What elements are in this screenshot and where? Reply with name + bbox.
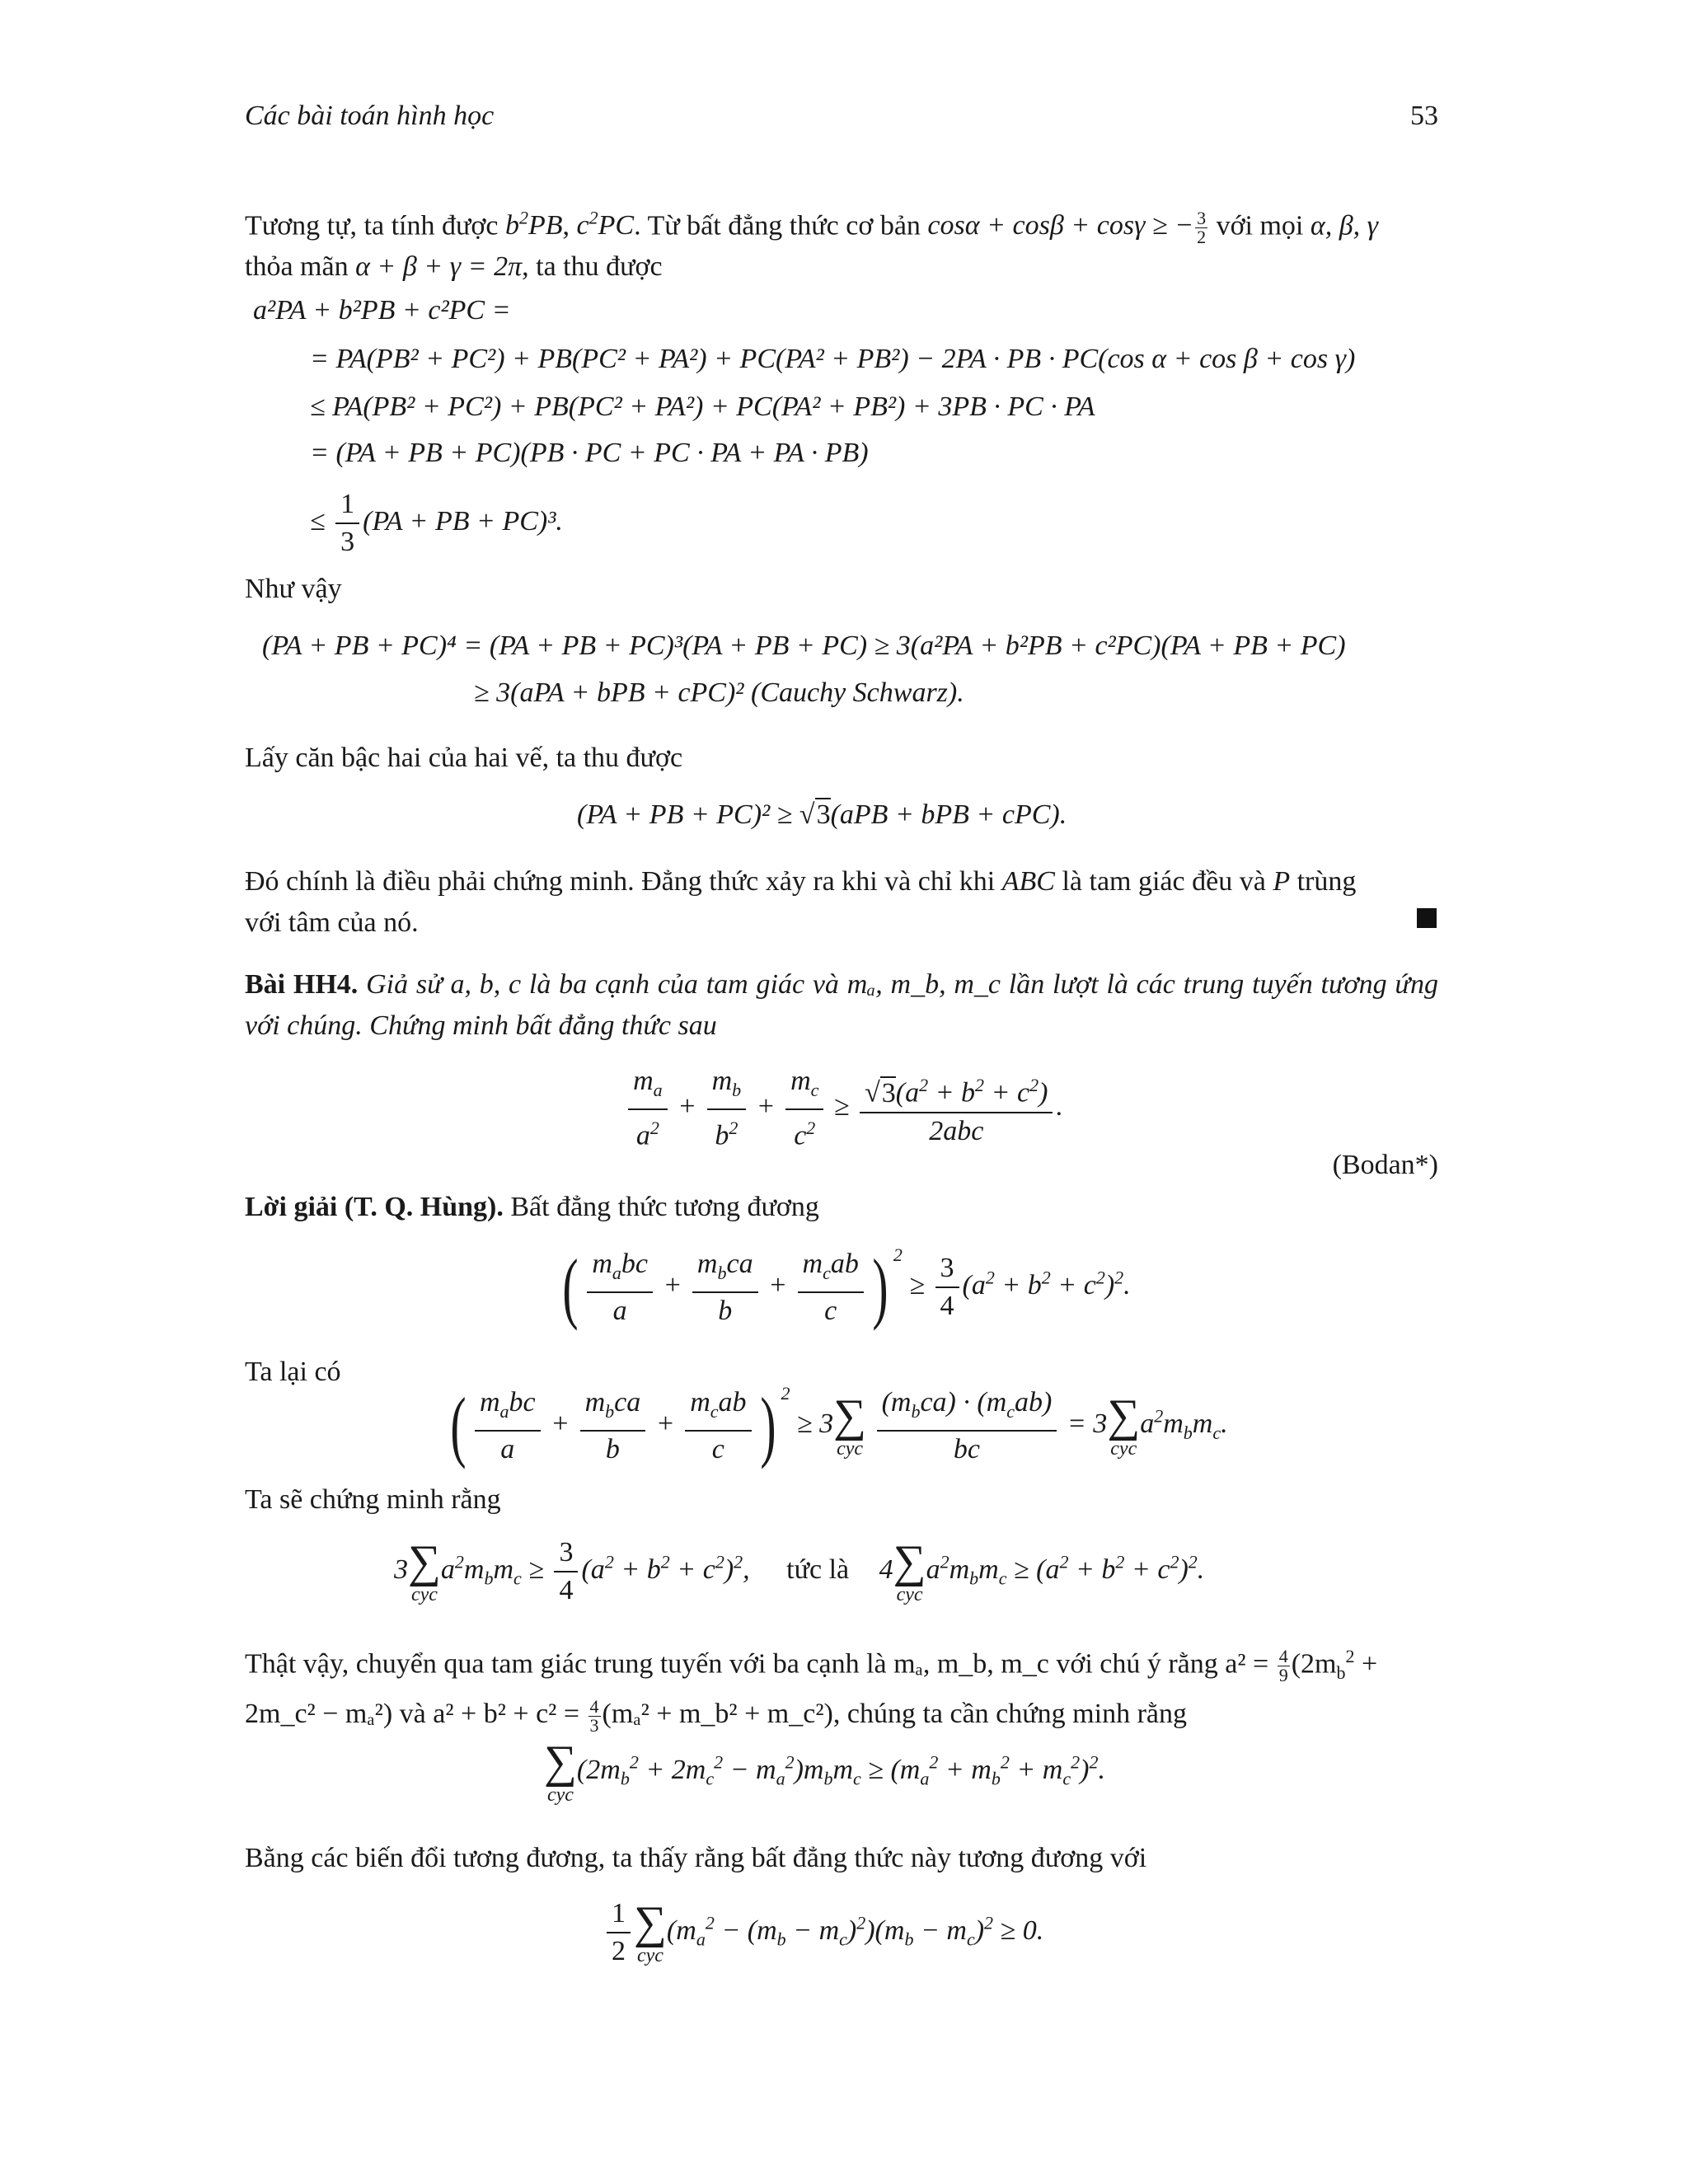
equation-1-line-2: = PA(PB² + PC²) + PB(PC² + PA²) + PC(PA² + PB²) − 2PA · PB · PC(cos α + cos β + cos γ) — [310, 344, 1356, 374]
running-header-title: Các bài toán hình học — [245, 101, 495, 131]
equation-solution-4: ∑ cyc $(2m_b^2 + 2m_c^2 - m_a^2)m_bm_c \ge (m_a^2 + m_b^2 + m_c^2)^2$. — [544, 1736, 1105, 1806]
equation-2-line-2: ≥ 3(aPA + bPB + cPC)² (Cauchy Schwarz). — [474, 677, 964, 708]
text-lay-can: Lấy căn bậc hai của hai vế, ta thu được — [245, 743, 683, 773]
text-ta-lai-co: Ta lại có — [245, 1357, 341, 1387]
paragraph-conclusion: Đó chính là điều phải chứng minh. Đẳng thức xảy ra khi và chỉ khi ABC là tam giác đều và P trùng với tâm của nó. — [245, 866, 1357, 938]
equation-1-line-3: ≤ PA(PB² + PC²) + PB(PC² + PA²) + PC(PA² + PB²) + 3PB · PC · PA — [310, 391, 1095, 422]
text-nhu-vay: Như vậy — [245, 574, 342, 604]
qed-square-icon — [1417, 908, 1437, 928]
equation-solution-3: 3 ∑ cyc $a^2m_bm_c$ ≥ $\frac{3}{4}$ $(a^2 + b^2 + c^2)^2$, tức là 4 ∑ cyc $a^2m_bm_c \ge (a^2 + b^2 + c^2)^2$. — [394, 1536, 1205, 1605]
equation-problem: $\frac{m_a}{a^2}$ + $\frac{m_b}{b^2}$ + $\frac{m_c}{c^2}$ ≥ $\frac{√3(a^2 + b^2 + c^2)}{\text{2abc}}$ . — [0, 1063, 1688, 1154]
equation-2-line-1: (PA + PB + PC)⁴ = (PA + PB + PC)³(PA + PB + PC) ≥ 3(a²PA + b²PB + c²PC)(PA + PB + PC) — [262, 630, 1346, 661]
equation-solution-1: ( $\frac{m_abc}{a}$ + $\frac{m_bca}{b}$ + $\frac{m_cab}{c}$ ) $^2$ ≥ $\frac{3}{4}$ $(a^2 + b^2 + c^2)^2$. — [562, 1243, 1131, 1332]
problem-label: Bài HH4. — [245, 969, 359, 1000]
equation-1-line-5: ≤ $\frac{1}{3}$ (PA + PB + PC)³. — [310, 486, 563, 560]
page-number: 53 — [1410, 101, 1438, 131]
problem-statement: Bài HH4. Giả sử a, b, c là ba cạnh của tam giác và mₐ, m_b, m_c lần lượt là các trung tuyến tương ứng với chúng. Chứng minh bất đẳng thức sau — [245, 969, 1438, 1041]
equation-1-line-4: = (PA + PB + PC)(PB · PC + PC · PA + PA · PB) — [310, 438, 869, 468]
equation-solution-5: $\frac{1}{2}$ ∑ cyc $(m_a^2 - (m_b - m_c)^2)(m_b - m_c)^2 \ge 0$. — [603, 1896, 1043, 1970]
paragraph-that-vay: Thật vậy, chuyển qua tam giác trung tuyến với ba cạnh là mₐ, m_b, m_c với chú ý rằng a² = $\frac{4}{9}$ ($2m_b^2$ + 2m_c² − mₐ²) và a² + b² + c² = $\frac{4}{3}$ (mₐ² + m_b² + m_c²), chúng ta cần chứng minh rằng — [245, 1646, 1378, 1736]
paragraph-intro: Tương tự, ta tính được $b^2PB$, $c^2PC$. Từ bất đẳng thức cơ bản cosα + cosβ + cosγ ≥ − $\frac{3}{2}$ với mọi α, β, γ thỏa mãn α + β + γ = 2π, ta thu được — [245, 208, 1379, 283]
solution-intro: Lời giải (T. Q. Hùng). Bất đẳng thức tương đương — [245, 1192, 819, 1222]
text-bang-cac: Bằng các biến đổi tương đương, ta thấy rằng bất đẳng thức này tương đương với — [245, 1843, 1147, 1873]
equation-3: (PA + PB + PC)² ≥ √3(aPB + bPB + cPC). — [577, 799, 1067, 830]
equation-solution-2: ( $\frac{m_abc}{a}$ + $\frac{m_bca}{b}$ + $\frac{m_cab}{c}$ ) $^2$ ≥ 3 ∑ cyc $\frac{(m_bca) \cdot (m_cab)}{bc}$ = 3 ∑ cyc $a^2m_bm_c$. — [450, 1381, 1228, 1470]
solution-label: Lời giải (T. Q. Hùng). — [245, 1192, 504, 1222]
equation-1-line-1: a²PA + b²PB + c²PC = — [253, 295, 511, 326]
problem-source: (Bodan*) — [1332, 1150, 1438, 1180]
text-ta-se: Ta sẽ chứng minh rằng — [245, 1484, 501, 1515]
